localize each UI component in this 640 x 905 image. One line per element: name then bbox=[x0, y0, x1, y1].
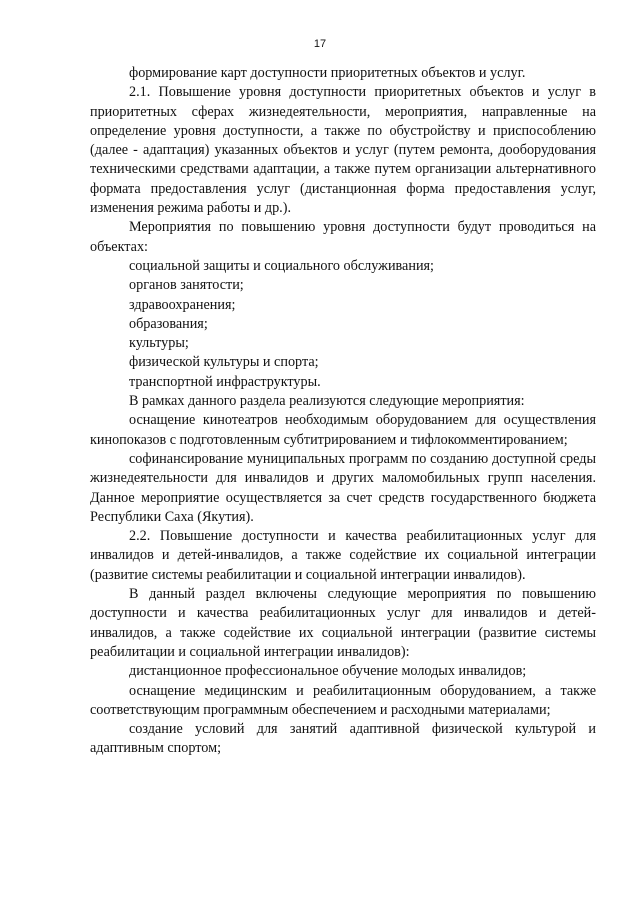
list-item: образования; bbox=[129, 315, 208, 332]
list-item: создание условий для занятий адаптивной физической культурой и адаптивным спортом; bbox=[90, 721, 596, 757]
paragraph: Мероприятия по повышению уровня доступности будут проводиться на объектах: bbox=[90, 219, 596, 255]
page-number: 17 bbox=[313, 38, 327, 50]
list-item: оснащение медицинским и реабилитационным оборудованием, а также соответствующим программным обеспечением и расходными материалами; bbox=[90, 682, 596, 718]
list-item: социальной защиты и социального обслуживания; bbox=[129, 257, 435, 274]
document-body bbox=[90, 64, 596, 759]
section-2-1-paragraph: 2.1. Повышение уровня доступности приоритетных объектов и услуг в приоритетных сферах жизнедеятельности, мероприятия, направленные на определение уровня доступности, а также по обустройству и приспособлению (далее - адаптация) указанных объектов и услуг (путем ремонта, дооборудования техническими средствами адаптации, а также путем организации альтернативного формата предоставления услуг (дистанционная форма предоставления услуг, изменения режима работы и др.). bbox=[90, 84, 596, 217]
list-item: культуры; bbox=[129, 335, 189, 352]
paragraph: В рамках данного раздела реализуются следующие мероприятия: bbox=[129, 393, 525, 410]
list-item: физической культуры и спорта; bbox=[129, 354, 319, 371]
list-item: здравоохранения; bbox=[129, 296, 236, 313]
list-item: оснащение кинотеатров необходимым оборудованием для осуществления кинопоказов с подготовленным субтитрированием и тифлокомментированием; bbox=[90, 412, 596, 448]
list-item: транспортной инфраструктуры. bbox=[129, 373, 321, 390]
paragraph: В данный раздел включены следующие мероприятия по повышению доступности и качества реабилитационных услуг для инвалидов и детей-инвалидов, а также содействие их социальной интеграции (развитие системы реабилитации и социальной интеграции инвалидов): bbox=[90, 586, 596, 660]
section-2-2-paragraph: 2.2. Повышение доступности и качества реабилитационных услуг для инвалидов и детей-инвалидов, а также содействие их социальной интеграции (развитие системы реабилитации и социальной интеграции инвалидов). bbox=[90, 528, 596, 583]
list-item: софинансирование муниципальных программ по созданию доступной среды жизнедеятельности для инвалидов и других маломобильных групп населения. Данное мероприятие осуществляется за счет средств государственного бюджета Республики Саха (Якутия). bbox=[90, 450, 596, 525]
list-item: дистанционное профессиональное обучение молодых инвалидов; bbox=[129, 663, 527, 680]
list-item: органов занятости; bbox=[129, 277, 244, 294]
paragraph: формирование карт доступности приоритетных объектов и услуг. bbox=[129, 65, 526, 81]
